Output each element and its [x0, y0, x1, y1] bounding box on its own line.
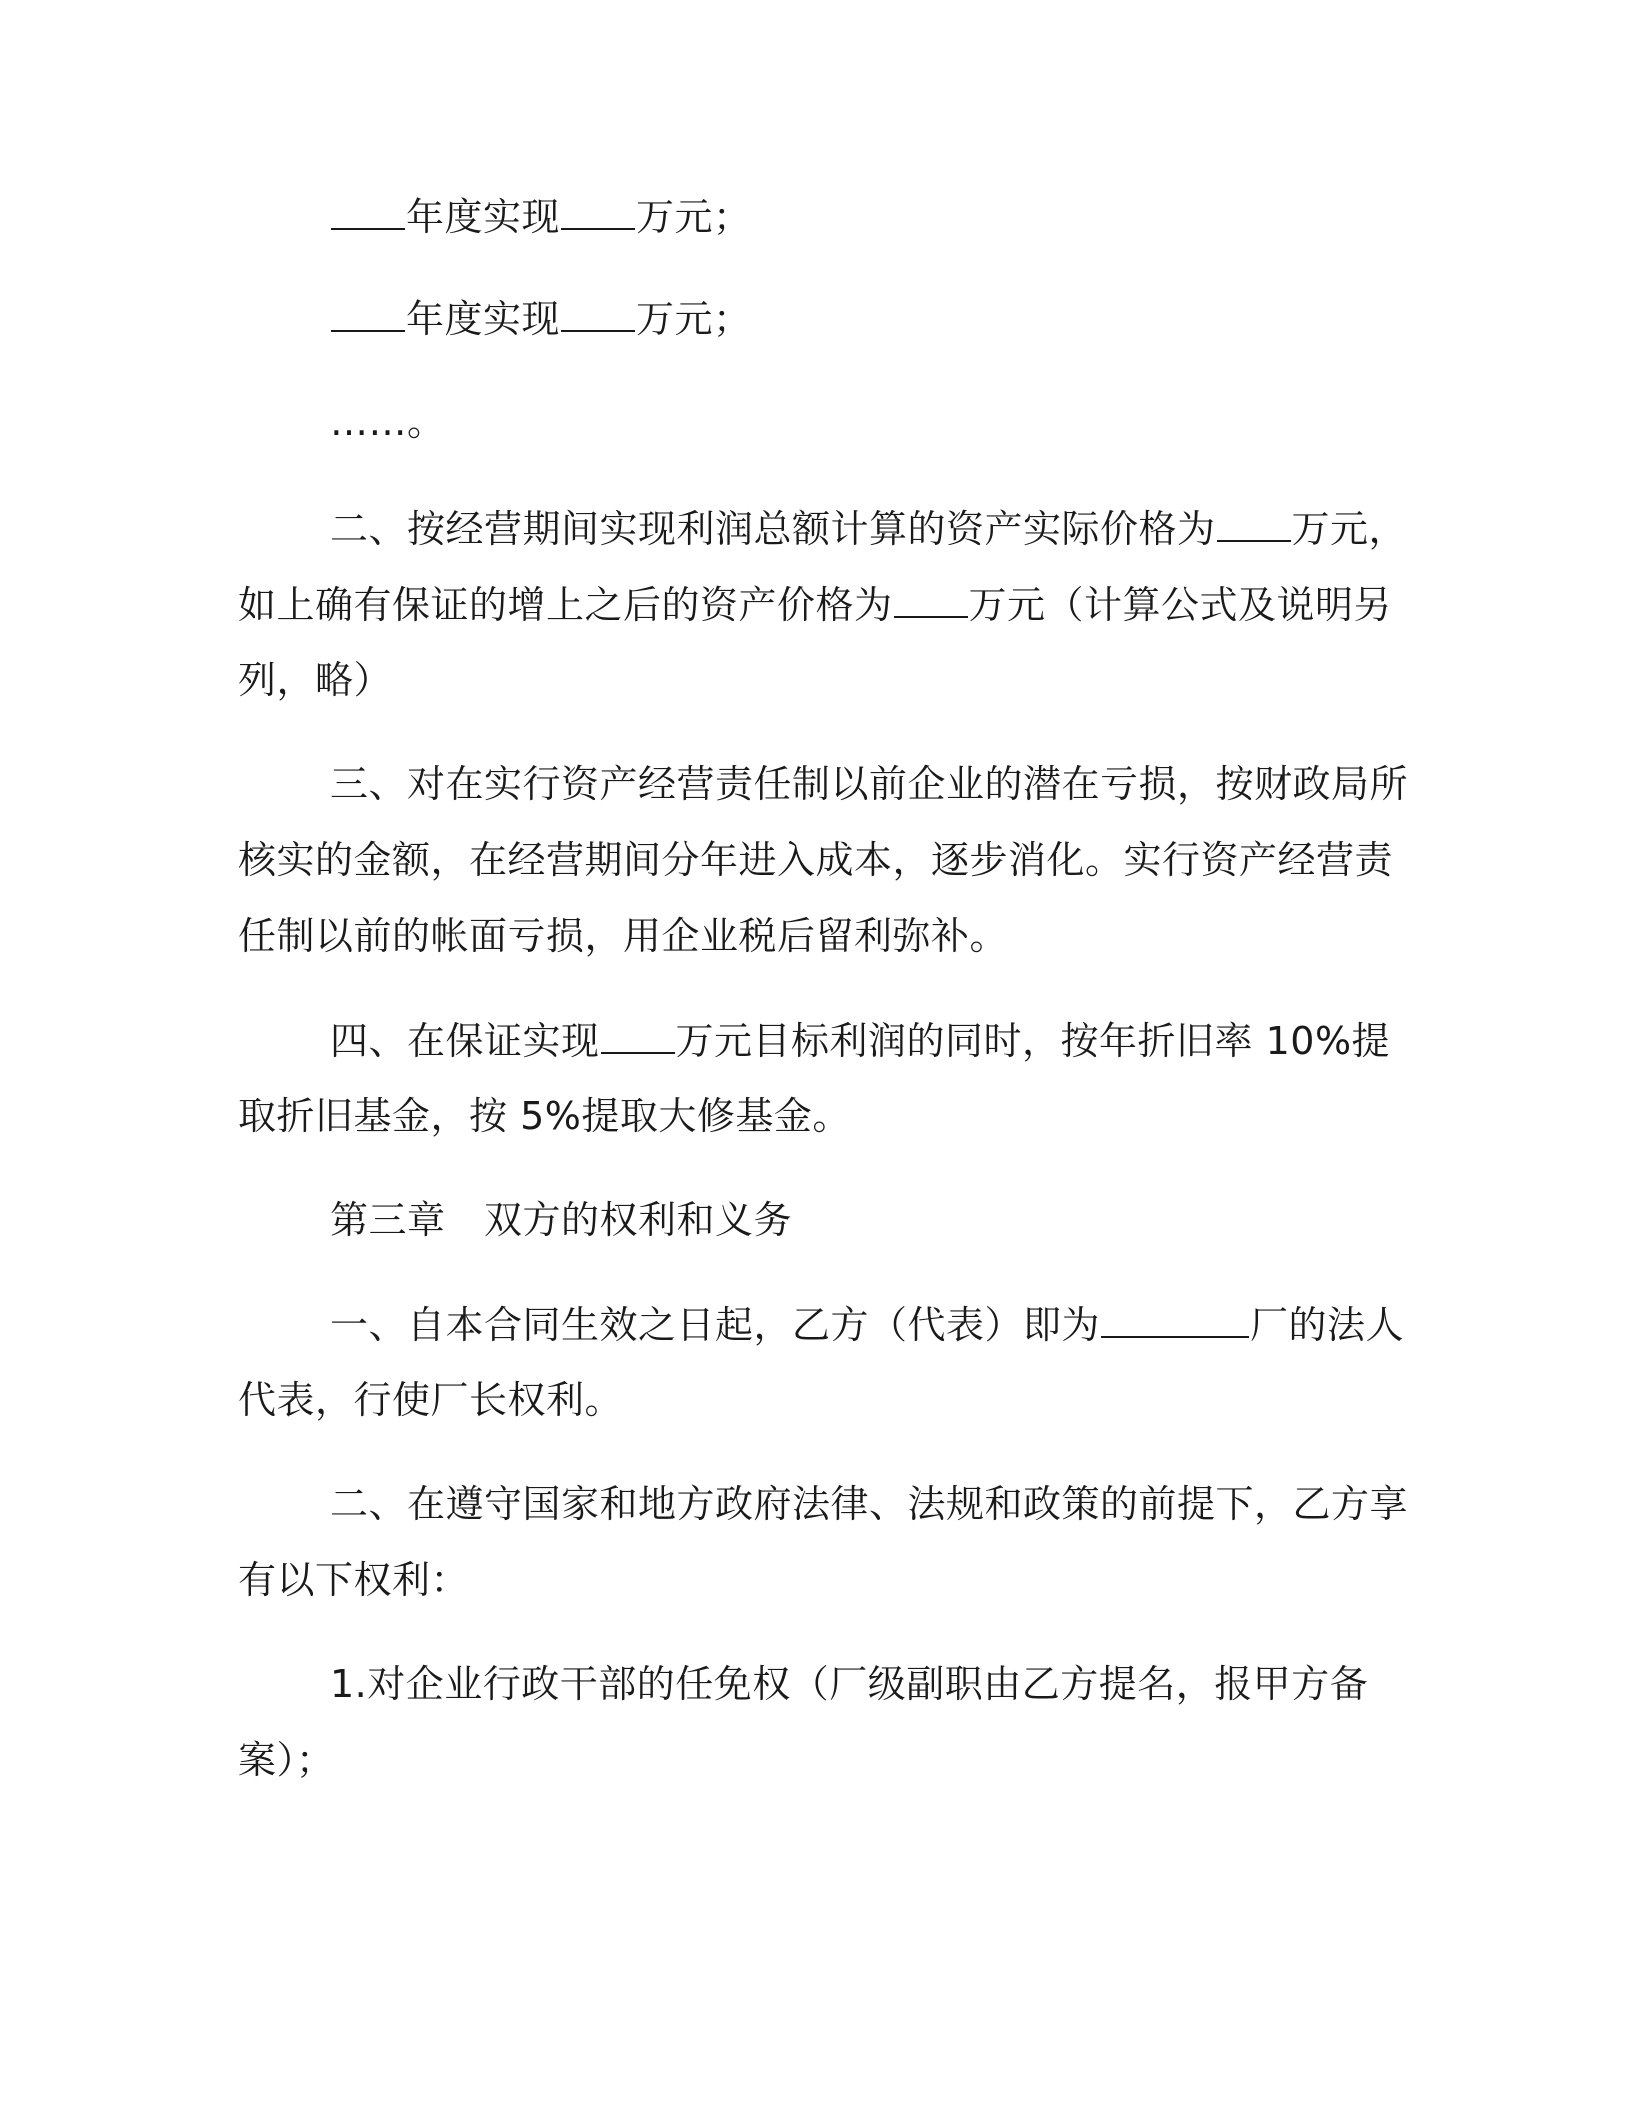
text-segment: 万元（计算公式及说明另 [968, 583, 1393, 627]
text-segment: 厂的法人 [1250, 1303, 1405, 1347]
text-segment: 案）； [238, 1738, 335, 1782]
para2-line1 [330, 504, 1407, 553]
para2-line3 [238, 656, 392, 704]
text-segment: 任制以前的帐面亏损，用企业税后留利弥补。 [238, 914, 1009, 958]
text-segment: 四、在保证实现 [330, 1019, 600, 1063]
para3-line1 [330, 760, 1408, 808]
clause2-line1 [330, 1480, 1408, 1528]
text-segment: 代表，行使厂长权利。 [238, 1378, 624, 1422]
text-segment: 年度实现 [406, 297, 561, 341]
para2-line2 [238, 580, 1392, 629]
ellipsis-line [330, 398, 446, 446]
clause2-line2 [238, 1556, 469, 1604]
clause1-line2 [238, 1376, 623, 1424]
para4-line2 [238, 1092, 851, 1140]
clause1-line1 [330, 1300, 1404, 1349]
para4-line1 [330, 1016, 1390, 1065]
chapter-heading [330, 1196, 792, 1244]
text-segment: 列，略） [238, 658, 393, 702]
blank-field [561, 192, 635, 230]
text-segment: 三、对在实行资产经营责任制以前企业的潜在亏损，按财政局所 [330, 762, 1409, 806]
text-segment: 取折旧基金，按 5%提取大修基金。 [238, 1094, 851, 1138]
right1-line2 [238, 1736, 335, 1784]
year-line-2 [330, 294, 752, 343]
text-segment: 有以下权利： [238, 1558, 470, 1602]
para3-line3 [238, 912, 1008, 960]
blank-field [601, 1016, 675, 1054]
text-segment: 如上确有保证的增上之后的资产价格为 [238, 583, 893, 627]
text-segment: 万元， [1291, 507, 1408, 551]
ellipsis-text: ……。 [330, 400, 446, 444]
text-segment: 万元； [636, 195, 752, 239]
text-segment: 万元目标利润的同时，按年折旧率 10%提 [675, 1019, 1391, 1063]
text-segment: 1.对企业行政干部的任免权（厂级副职由乙方提名，报甲方备 [330, 1662, 1369, 1706]
right1-line1 [330, 1660, 1368, 1708]
para3-line2 [238, 836, 1393, 884]
blank-field [561, 294, 635, 332]
blank-field [1217, 504, 1291, 542]
text-segment: 一、自本合同生效之日起，乙方（代表）即为 [330, 1303, 1101, 1347]
blank-field [331, 294, 405, 332]
year-line-1 [330, 192, 752, 241]
text-segment: 核实的金额，在经营期间分年进入成本，逐步消化。实行资产经营责 [238, 838, 1394, 882]
text-segment: 年度实现 [406, 195, 561, 239]
text-segment: 二、按经营期间实现利润总额计算的资产实际价格为 [330, 507, 1216, 551]
text-segment: 二、在遵守国家和地方政府法律、法规和政策的前提下，乙方享 [330, 1482, 1409, 1526]
text-segment: 万元； [636, 297, 752, 341]
blank-field [1101, 1300, 1249, 1338]
chapter-title: 第三章 双方的权利和义务 [330, 1198, 793, 1242]
blank-field [331, 192, 405, 230]
blank-field [894, 580, 968, 618]
